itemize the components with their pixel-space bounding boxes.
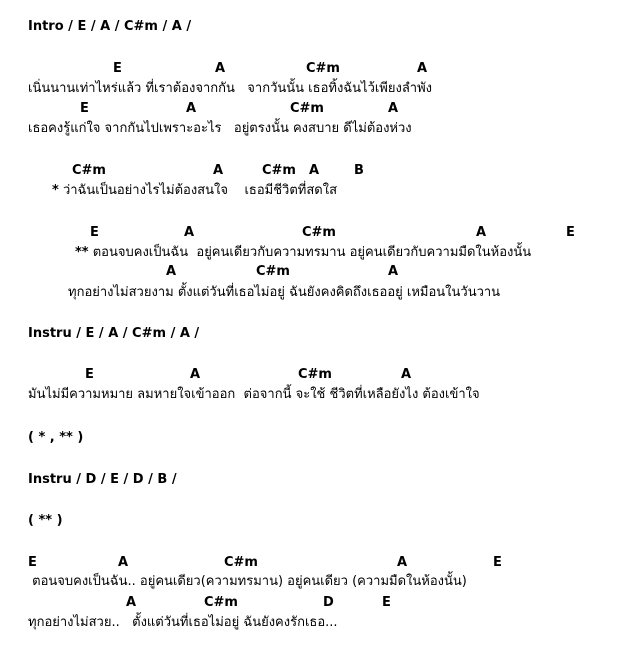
instru-label: Instru: [28, 472, 72, 487]
chord: A: [190, 367, 201, 382]
chord: A: [184, 225, 195, 240]
chord: E: [113, 61, 122, 76]
lyric-line: [75, 246, 531, 259]
chord: A: [397, 555, 408, 570]
chord: A: [401, 367, 412, 382]
chord: C#m: [204, 595, 238, 610]
chord: A: [309, 163, 320, 178]
chord: A: [213, 163, 224, 178]
chord: C#m: [290, 101, 324, 116]
lyric-line: เธอคงรู้แก่ใจ จากกันไปเพราะอะไร อยู่ตรงนั้น คงสบาย ดีไม่ต้องห่วง: [28, 121, 412, 136]
chord: C#m: [224, 555, 258, 570]
chord: C#m: [298, 367, 332, 382]
lyric-line: ทุกอย่างไม่สวย.. ตั้งแต่วันที่เธอไม่อยู่ ฉันยังคงรักเธอ...: [28, 615, 338, 630]
instru-chords: / E / A / C#m / A /: [71, 326, 200, 341]
chord: C#m: [262, 163, 296, 178]
instru-line: [28, 327, 199, 340]
chord: A: [476, 225, 487, 240]
instru-label: Instru: [28, 326, 72, 341]
chord: C#m: [72, 163, 106, 178]
chord: E: [493, 555, 502, 570]
lyric-line: มันไม่มีความหมาย ลมหายใจเข้าออก ต่อจากนี้ จะใช้ ชีวิตที่เหลือยังไง ต้องเข้าใจ: [28, 387, 480, 402]
chord: B: [354, 163, 364, 178]
chord: A: [388, 101, 399, 116]
chord: A: [388, 264, 399, 279]
chord: C#m: [256, 264, 290, 279]
chord: D: [323, 595, 334, 610]
chord: C#m: [306, 61, 340, 76]
chord: E: [382, 595, 391, 610]
chord: A: [186, 101, 197, 116]
chord: A: [118, 555, 129, 570]
intro-line: [28, 20, 191, 33]
repeat-marker: ( * , ** ): [28, 430, 84, 445]
lyric-line: ตอนจบคงเป็นฉัน.. อยู่คนเดียว(ความทรมาน) อยู่คนเดียว (ความมืดในห้องนั้น): [28, 574, 467, 589]
chord: E: [90, 225, 99, 240]
intro-chords: / E / A / C#m / A /: [63, 19, 192, 34]
instru-line: [28, 473, 177, 486]
chord: E: [566, 225, 575, 240]
section-marker: **: [75, 245, 89, 260]
lyric-text: ว่าฉันเป็นอย่างไรไม่ต้องสนใจ เธอมีชีวิตที่สดใส: [58, 183, 338, 198]
section-marker: *: [52, 183, 59, 198]
repeat-marker: ( ** ): [28, 513, 63, 528]
chord: A: [215, 61, 226, 76]
lyric-line: [52, 184, 337, 197]
instru-chords: / D / E / D / B /: [71, 472, 177, 487]
intro-label: Intro: [28, 19, 64, 34]
chord: A: [417, 61, 428, 76]
chord: A: [126, 595, 137, 610]
chord: E: [85, 367, 94, 382]
chord: E: [80, 101, 89, 116]
chord: E: [28, 555, 37, 570]
lyric-text: ตอนจบคงเป็นฉัน อยู่คนเดียวกับความทรมาน อยู่คนเดียวกับความมืดในห้องนั้น: [88, 245, 532, 260]
chord: C#m: [302, 225, 336, 240]
lyric-line: ทุกอย่างไม่สวยงาม ตั้งแต่วันที่เธอไม่อยู่ ฉันยังคงคิดถึงเธออยู่ เหมือนในวันวาน: [68, 285, 501, 300]
lyric-line: เนิ่นนานเท่าไหร่แล้ว ที่เราต้องจากกัน จากวันนั้น เธอทิ้งฉันไว้เพียงลำพัง: [28, 81, 433, 96]
chord: A: [166, 264, 177, 279]
